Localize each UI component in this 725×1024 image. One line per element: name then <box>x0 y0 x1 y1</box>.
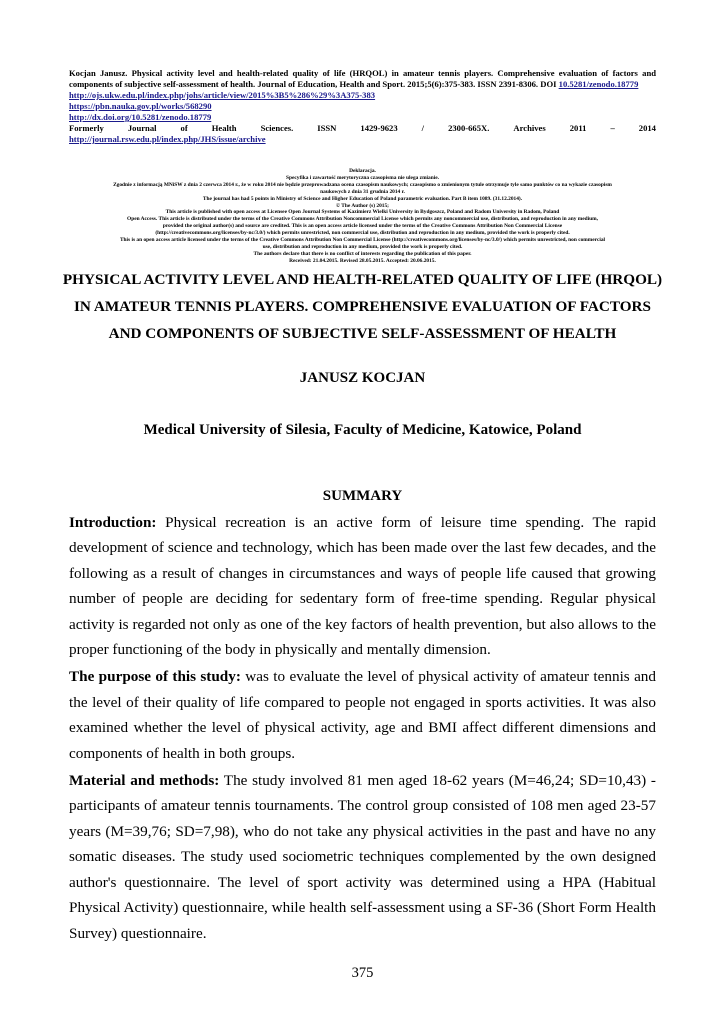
introduction-paragraph <box>69 510 656 662</box>
introduction-text: Physical recreation is an active form of leisure time spending. The rapid development of science and technology, which has been made over the last few decades, and the following as a result of changes in circumstances and ways of people life caused that growing number of people are deciding for sedentary form of free-time spending. Regular physical activity is regarded not only as one of the key factors of health prevention, but also allows to the proper functioning of the body in physically and mentally dimension. <box>69 514 656 659</box>
declaration-line: Deklaracja. <box>349 168 376 174</box>
introduction-label: Introduction: <box>69 514 157 531</box>
ojs-link[interactable]: http://ojs.ukw.edu.pl/index.php/johs/article/view/2015%3B5%286%29%3A375-383 <box>69 90 376 100</box>
article-title <box>40 266 685 347</box>
title-line: PHYSICAL ACTIVITY LEVEL AND HEALTH-RELATED QUALITY OF LIFE (HRQOL) <box>62 271 663 288</box>
declaration-line: This is an open access article licensed under the terms of the Creative Commons Attribution Non Commercial License (http://creativecommons.org/licenses/by-nc/3.0/) which permits unrestricted, non commercial <box>119 237 606 244</box>
summary-heading: SUMMARY <box>322 488 403 504</box>
methods-label: Material and methods: <box>69 772 220 790</box>
doi-link[interactable]: 10.5281/zenodo.18779 <box>558 79 639 89</box>
methods-text: The study involved 81 men aged 18-62 years (M=46,24; SD=10,43) - participants of amateur tennis tournaments. The control group consisted of 108 men aged 23-57 years (M=39,76; SD=7,98), who do not take any physical activities in the past and have no any somatic diseases. The study used sociometric techniques complemented by the own designed author's questionnaire. The level of sport activity was determined using a HPA (Habitual Physical Activity) questionnaire, while health self-assessment using a SF-36 (Short Form Health Survey) questionnaire. <box>69 772 656 942</box>
declaration-line: naukowych z dnia 31 grudnia 2014 r. <box>320 188 405 195</box>
purpose-text: was to evaluate the level of physical activity of amateur tennis and the level of their quality of life compared to people not engaged in sports activities. It was also examined whether the level of physical activity, age and BMI affect different dimensions and components of health in both groups. <box>69 668 656 762</box>
declaration-line: The journal has had 5 points in Ministry of Science and Higher Education of Poland parametric evaluation. Part B item 1089. (31.12.2014). <box>202 195 523 202</box>
methods-paragraph <box>69 768 656 946</box>
title-line: IN AMATEUR TENNIS PLAYERS. COMPREHENSIVE EVALUATION OF FACTORS <box>74 298 651 315</box>
declaration-line: This article is published with open access at Licensee Open Journal Systems of Kazimierz Wielki University in Bydgoszcz, Poland and Radom University in Radom, Poland <box>165 209 560 216</box>
declaration-line: Open Access. This article is distributed under the terms of the Creative Commons Attribution Noncommercial License which permits any noncommercial use, distribution, and reproduction in any medium, <box>127 216 598 223</box>
declaration-line: provided the original author(s) and source are credited. This is an open access article licensed under the terms of the Creative Commons Attribution Non Commercial License <box>162 223 563 230</box>
page-number: 375 <box>351 965 374 981</box>
declaration-line: Specyfika i zawartość merytoryczna czasopisma nie ulega zmianie. <box>285 174 439 181</box>
declaration-block <box>56 168 669 265</box>
title-line: AND COMPONENTS OF SUBJECTIVE SELF-ASSESSMENT OF HEALTH <box>108 325 617 342</box>
author-affiliation: Medical University of Silesia, Faculty of Medicine, Katowice, Poland <box>143 422 582 438</box>
declaration-line: (http://creativecommons.org/licenses/by-nc/3.0/) which permits unrestricted, non commercial use, distribution and reproduction in any medium, provided the work is properly cited. <box>155 230 570 237</box>
purpose-paragraph <box>69 664 656 766</box>
declaration-line: The authors declare that there is no conflict of interests regarding the publication of this paper. <box>253 250 472 257</box>
formerly-line: Formerly Journal of Health Sciences. ISSN 1429-9623 / 2300-665X. Archives 2011 – 2014 <box>69 123 656 133</box>
author-name: JANUSZ KOCJAN <box>299 370 426 386</box>
archive-link[interactable]: http://journal.rsw.edu.pl/index.php/JHS/issue/archive <box>69 134 266 144</box>
purpose-label: The purpose of this study: <box>69 668 241 686</box>
abstract-body <box>69 510 656 948</box>
declaration-line: use, distribution and reproduction in any medium, provided the work is properly cited. <box>262 243 463 250</box>
pbn-link[interactable]: https://pbn.nauka.gov.pl/works/568290 <box>69 101 212 111</box>
citation-reference: Kocjan Janusz. Physical activity level and health-related quality of life (HRQOL) in amateur tennis players. Comprehensive evaluation of factors and components of subjective self-assessment of health. Journal of Education, Health and Sport. 2015;5(6):375-383. ISSN 2391-8306. DOI 10.5281/zenodo.18779 <box>69 68 656 89</box>
declaration-line: Zgodnie z informacją MNiSW z dnia 2 czerwca 2014 r., że w roku 2014 nie będzie przeprowadzana ocena czasopism naukowych; czasopismo o zmienionym tytule otrzymuje tyle samo punktów co na wykazie czasopism <box>113 181 612 188</box>
citation-block <box>69 68 656 145</box>
declaration-line: Received: 21.04.2015. Revised 28.05.2015. Accepted: 20.06.2015. <box>289 257 436 264</box>
dx-doi-link[interactable]: http://dx.doi.org/10.5281/zenodo.18779 <box>69 112 212 122</box>
declaration-line: © The Author (s) 2015; <box>336 202 389 209</box>
